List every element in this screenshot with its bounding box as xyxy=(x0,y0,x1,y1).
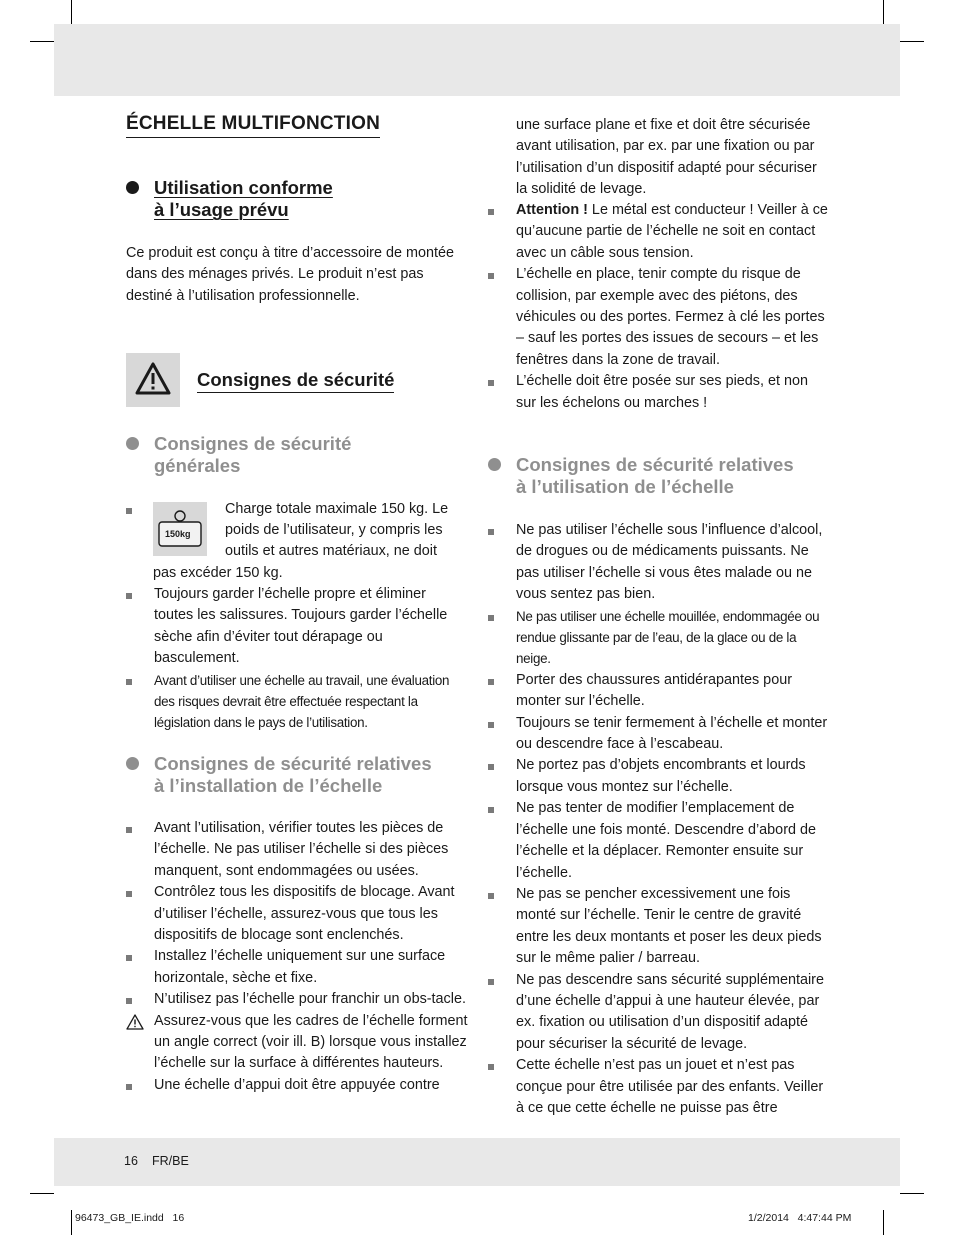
list-item-text: Cette échelle n’est pas un jouet et n’est pas conçue pour être utilisée par des enfants. Veiller à ce que cette échelle ne puisse pas être xyxy=(516,1057,824,1116)
heading-line-2: à l’usage prévu xyxy=(154,199,289,220)
list-bullet-icon xyxy=(126,891,132,897)
list-item xyxy=(488,371,830,414)
crop-mark xyxy=(883,0,884,24)
list-item-text: Ne portez pas d’objets encombrants et lourds lorsque vous montez sur l’échelle. xyxy=(516,757,806,795)
list-item xyxy=(488,713,830,756)
intended-use-text: Ce produit est conçu à titre d’accessoire de montée dans des ménages privés. Le produit n’est pas destiné à l’utilisation professionnelle. xyxy=(126,245,454,304)
list-bullet-icon xyxy=(488,979,494,985)
list-item-text: Le métal est conducteur ! Veiller à ce qu’aucune partie de l’échelle ne soit en contact avec un câble sous tension. xyxy=(516,202,828,261)
list-item xyxy=(126,818,468,882)
list-bullet-icon xyxy=(126,679,132,685)
list-item-text: Assurez-vous que les cadres de l’échelle forment un angle correct (voir ill. B) lorsque vous installez l’échelle sur la surface à différentes hauteurs. xyxy=(154,1012,468,1072)
section-heading-intended-use xyxy=(126,177,468,221)
heading-line-1: Consignes de sécurité relatives xyxy=(154,753,432,774)
list-item xyxy=(488,755,830,798)
heading-line-1: Consignes de sécurité xyxy=(154,433,352,454)
crop-mark xyxy=(71,0,72,24)
list-item xyxy=(488,606,830,670)
print-slug-date: 1/2/2014 4:47:44 PM xyxy=(748,1212,852,1224)
list-item-text: Une échelle d’appui doit être appuyée contre xyxy=(154,1076,440,1093)
list-item-text: Toujours se tenir fermement à l’échelle et monter ou descendre face à l’escabeau. xyxy=(516,714,828,753)
general-safety-list xyxy=(126,584,468,734)
heading-line-1: Utilisation conforme xyxy=(154,177,333,198)
list-item xyxy=(126,1075,468,1096)
list-item-text: Ne pas utiliser une échelle mouillée, endommagée ou rendue glissante par de l’eau, de la glace ou de la neige. xyxy=(516,608,820,667)
print-slug-file: 96473_GB_IE.indd 16 xyxy=(75,1212,185,1224)
crop-mark xyxy=(30,41,54,42)
crop-mark xyxy=(883,1210,884,1235)
list-bullet-icon xyxy=(126,1084,132,1090)
list-item xyxy=(488,884,830,970)
list-bullet-icon xyxy=(126,955,132,961)
weight-item-line-1: Charge totale maximale 150 kg. Le xyxy=(225,501,449,517)
list-item-text: Installez l’échelle uniquement sur une surface horizontale, sèche et fixe. xyxy=(154,948,446,986)
list-bullet-icon xyxy=(488,273,494,279)
usage-safety-list xyxy=(488,520,830,1119)
list-item-text: N’utilisez pas l’échelle pour franchir un obs-tacle. xyxy=(154,991,466,1008)
list-item-text: Contrôlez tous les dispositifs de blocage. Avant d’utiliser l’échelle, assurez-vous que tous les dispositifs de blocage sont enclenchés. xyxy=(154,884,455,944)
weight-item-line-4: pas excéder 150 kg. xyxy=(153,565,283,581)
list-item xyxy=(126,989,468,1010)
list-item xyxy=(126,1011,468,1075)
heading-line-1: Consignes de sécurité relatives xyxy=(516,454,794,475)
heading-line-2: générales xyxy=(154,455,241,476)
header-band xyxy=(54,24,900,96)
list-bullet-icon xyxy=(488,615,494,621)
weight-icon xyxy=(153,502,207,556)
list-item-text: Ne pas tenter de modifier l’emplacement de l’échelle une fois monté. Descendre d’abord de l’échelle et la déplacer. Remonter ensuite sur l’échelle. xyxy=(516,800,816,881)
installation-safety-list xyxy=(126,818,468,1096)
section-heading-installation xyxy=(126,753,468,797)
page-number: 16 xyxy=(124,1154,138,1168)
list-item xyxy=(126,670,468,734)
crop-mark xyxy=(900,1193,924,1194)
language-code: FR/BE xyxy=(152,1154,189,1168)
bullet-dot-icon xyxy=(126,437,139,450)
warning-box xyxy=(126,353,180,407)
weight-item-line-3: outils et autres matériaux, ne doit xyxy=(225,543,437,559)
list-item xyxy=(488,520,830,606)
heading-line-2: à l’installation de l’échelle xyxy=(154,775,383,796)
list-bullet-icon xyxy=(126,593,132,599)
list-item-text: Ne pas utiliser l’échelle sous l’influence d’alcool, de drogues ou de médicaments puissants. Ne pas utiliser l’échelle si vous êtes malade ou ne vous sentez pas bien. xyxy=(516,522,823,603)
list-item xyxy=(126,584,468,670)
section-heading-usage xyxy=(488,454,830,498)
section-heading-general xyxy=(126,433,468,477)
list-item-text: Porter des chaussures antidérapantes pour monter sur l’échelle. xyxy=(516,671,792,710)
list-bullet-icon xyxy=(126,508,132,514)
list-item-text: Ne pas se pencher excessivement une fois monté sur l’échelle. Tenir le centre de gravité entre les deux montants et poser les deux pieds sur le même palier / barreau. xyxy=(516,885,822,967)
list-item-text: Avant l’utilisation, vérifier toutes les pièces de l’échelle. Ne pas utiliser l’échelle si des pièces manquent, sont endommagées ou usées. xyxy=(154,820,449,879)
list-bullet-icon xyxy=(126,827,132,833)
bullet-dot-icon xyxy=(488,458,501,471)
list-item xyxy=(488,1055,830,1119)
continuation-text: une surface plane et fixe et doit être sécurisée avant utilisation, par ex. par une fixation ou par l’utilisation d’un dispositif adapté pour sécuriser la solidité de levage. xyxy=(516,117,817,198)
list-item xyxy=(488,200,830,264)
crop-mark xyxy=(71,1210,72,1235)
list-item-text: L’échelle doit être posée sur ses pieds, et non sur les échelons ou marches ! xyxy=(516,373,809,411)
weight-label: 150kg xyxy=(165,529,191,539)
list-bullet-icon xyxy=(488,679,494,685)
list-item-text: Toujours garder l’échelle propre et éliminer toutes les salissures. Toujours garder l’échelle sèche afin d’éviter tout dérapage ou basculement. xyxy=(154,586,448,667)
list-bullet-icon xyxy=(126,998,132,1004)
bullet-dot-icon xyxy=(126,757,139,770)
list-item xyxy=(488,798,830,884)
page-title: ÉCHELLE MULTIFONCTION xyxy=(126,113,380,138)
right-safety-list xyxy=(488,200,830,414)
heading-line-2: à l’utilisation de l’échelle xyxy=(516,476,734,497)
safety-heading: Consignes de sécurité xyxy=(197,369,394,393)
list-item xyxy=(488,970,830,1056)
list-item-text: Avant d’utiliser une échelle au travail, une évaluation des risques devrait être effectuée respectant la législation dans le pays de l’utilisation. xyxy=(154,672,450,731)
list-bullet-icon xyxy=(488,380,494,386)
list-item-text: L’échelle en place, tenir compte du risque de collision, par exemple avec des piétons, des véhicules ou des portes. Fermez à clé les portes – sauf les portes des issues de secours – et les fenêtres dans la zone de travail. xyxy=(516,266,825,368)
warning-triangle-icon xyxy=(126,1014,144,1030)
list-bullet-icon xyxy=(488,764,494,770)
list-bullet-icon xyxy=(488,209,494,215)
crop-mark xyxy=(900,41,924,42)
attention-label: Attention ! xyxy=(516,202,588,218)
list-bullet-icon xyxy=(488,529,494,535)
list-item xyxy=(126,946,468,989)
weight-item-line-2: poids de l’utilisateur, y compris les xyxy=(225,522,443,538)
list-bullet-icon xyxy=(488,807,494,813)
crop-mark xyxy=(30,1193,54,1194)
list-item xyxy=(488,264,830,371)
list-bullet-icon xyxy=(488,1064,494,1070)
list-bullet-icon xyxy=(488,893,494,899)
list-item xyxy=(126,882,468,946)
warning-triangle-icon xyxy=(135,361,171,397)
list-bullet-icon xyxy=(488,722,494,728)
bullet-dot-icon xyxy=(126,181,139,194)
list-item xyxy=(488,670,830,713)
list-item-text: Ne pas descendre sans sécurité supplémentaire d’une échelle d’appui à une hauteur élevée, par ex. fixation ou utilisation d’un dispositif adapté pour sécuriser la sécurité de levage. xyxy=(516,971,824,1052)
